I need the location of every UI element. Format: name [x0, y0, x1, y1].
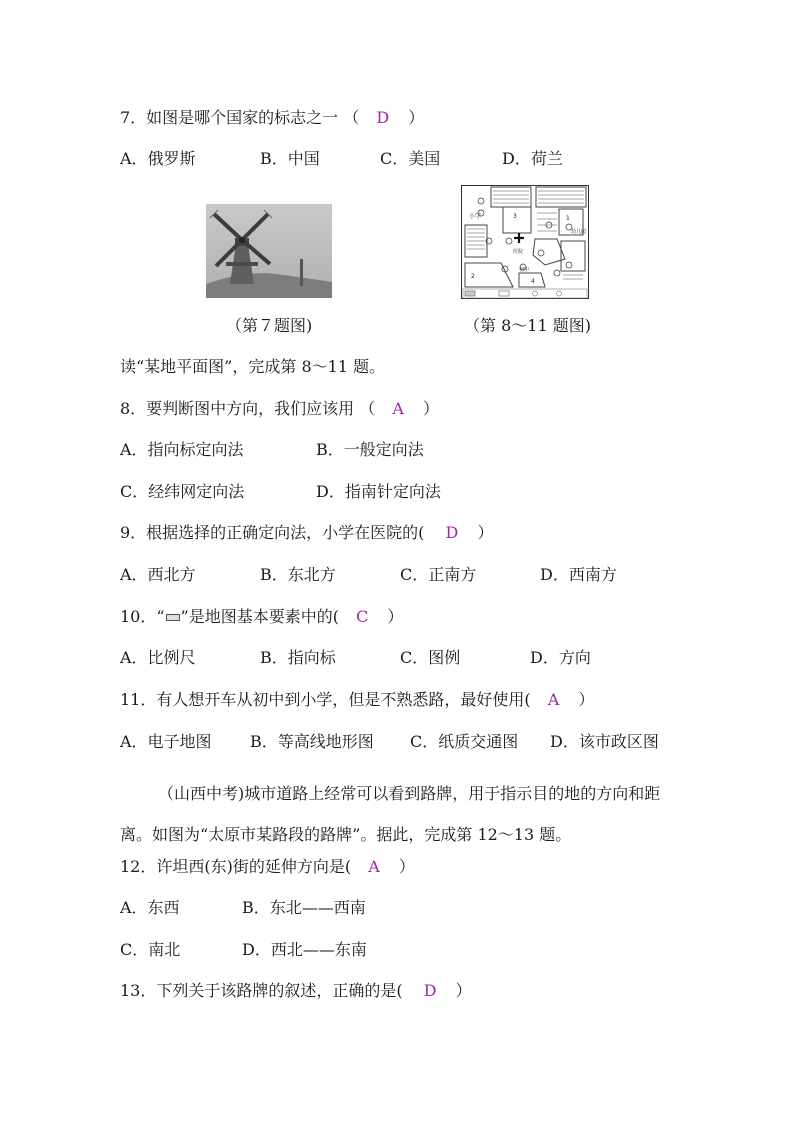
question-close: ） — [455, 981, 472, 1000]
map-label-4: 4 — [531, 278, 535, 285]
answer: C — [356, 607, 369, 626]
option-a: A．西北方 — [120, 565, 196, 584]
map-label-school: 小学 — [469, 213, 482, 220]
question-10 — [120, 607, 403, 627]
option-a: A．比例尺 — [120, 648, 196, 667]
option-b: B．一般定向法 — [316, 440, 424, 459]
question-stem: 7．如图是哪个国家的标志之一 （ — [120, 108, 360, 127]
option-d: D．该市政区图 — [550, 732, 659, 751]
question-close: ） — [408, 108, 425, 127]
question-stem: 12．许坦西(东)街的延伸方向是( — [120, 857, 352, 876]
question-stem-post: ”是地图基本要素中的( — [180, 607, 339, 626]
question-7 — [120, 108, 424, 128]
windmill-image — [206, 204, 332, 298]
option-a: A．电子地图 — [120, 732, 212, 751]
option-a: A．东西 — [120, 898, 180, 917]
option-a: A．俄罗斯 — [120, 149, 196, 168]
option-b: B．等高线地形图 — [250, 732, 374, 751]
section-intro-12-13: （山西中考)城市道路上经常可以看到路牌，用于指示目的地的方向和距离。如图为“太原市某路段的路牌”。据此，完成第 12～13 题。 — [120, 784, 661, 844]
question-7-options — [120, 149, 563, 169]
answer: D — [445, 523, 459, 542]
option-d: D．西南方 — [540, 565, 617, 584]
answer: A — [547, 690, 560, 709]
option-d: D．西北——东南 — [242, 940, 367, 959]
map-label-kinder: 幼儿园 — [571, 229, 587, 235]
question-9 — [120, 523, 493, 543]
question-10-options — [120, 648, 591, 668]
map-label-1: 1 — [566, 215, 570, 222]
plan-map — [461, 185, 589, 299]
question-8-options — [120, 440, 424, 460]
map-label-2: 2 — [471, 273, 475, 280]
question-close: ） — [398, 857, 415, 876]
option-d: D．指南针定向法 — [316, 482, 441, 501]
question-stem: 11．有人想开车从初中到小学，但是不熟悉路，最好使用( — [120, 690, 531, 709]
option-b: B．中国 — [260, 149, 320, 168]
option-b: B．指向标 — [260, 648, 336, 667]
question-close: ） — [477, 523, 494, 542]
option-d: D．方向 — [530, 648, 591, 667]
option-c: C．正南方 — [400, 565, 477, 584]
plan-map-image — [461, 185, 589, 299]
option-b: B．东北方 — [260, 565, 336, 584]
question-13 — [120, 981, 472, 1001]
map-label-middle: 初中 — [519, 267, 530, 273]
figure-7-caption: （第７题图) — [226, 316, 313, 335]
answer: D — [423, 981, 437, 1000]
question-stem: 9．根据选择的正确定向法，小学在医院的( — [120, 523, 425, 542]
question-8-options-2 — [120, 482, 441, 502]
question-close: ） — [387, 607, 404, 626]
question-stem: 8．要判断图中方向，我们应该用 （ — [120, 399, 376, 418]
option-c: C．美国 — [380, 149, 441, 168]
option-c: C．经纬网定向法 — [120, 482, 245, 501]
question-11 — [120, 690, 594, 710]
answer: A — [392, 399, 404, 418]
legend-symbol-icon — [166, 614, 180, 621]
question-8 — [120, 399, 439, 419]
option-d: D．荷兰 — [502, 149, 563, 168]
question-stem-pre: 10．“ — [120, 607, 165, 626]
question-close: ） — [578, 690, 595, 709]
figure-8-11-caption: （第 8～11 题图) — [464, 316, 591, 335]
answer: A — [368, 857, 380, 876]
question-stem: 13．下列关于该路牌的叙述，正确的是( — [120, 981, 403, 1000]
question-11-options — [120, 732, 659, 752]
section-intro-8-11: 读“某地平面图”，完成第 8～11 题。 — [120, 357, 386, 376]
answer: D — [376, 108, 390, 127]
map-label-3: 3 — [513, 213, 517, 220]
option-c: C．南北 — [120, 940, 181, 959]
option-c: C．纸质交通图 — [410, 732, 519, 751]
windmill-photo — [206, 204, 332, 298]
question-12 — [120, 857, 415, 877]
question-9-options — [120, 565, 617, 585]
option-a: A．指向标定向法 — [120, 440, 244, 459]
question-12-options-2 — [120, 940, 367, 960]
option-b: B．东北——西南 — [242, 898, 366, 917]
option-c: C．图例 — [400, 648, 461, 667]
question-12-options — [120, 898, 366, 918]
map-label-clinic: 医院 — [513, 249, 524, 255]
question-close: ） — [423, 399, 440, 418]
